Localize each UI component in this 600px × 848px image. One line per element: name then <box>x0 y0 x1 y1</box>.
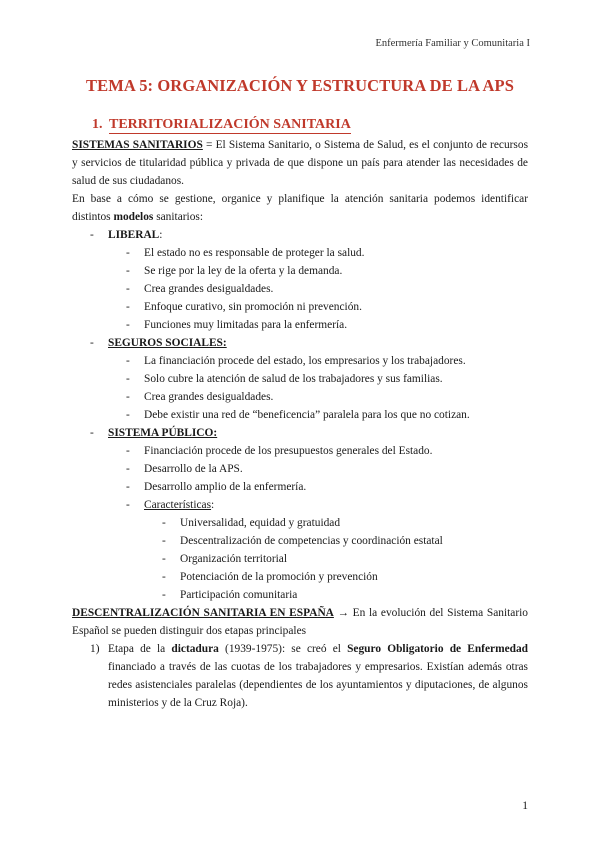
dash: - <box>126 463 130 475</box>
list-item-text: Potenciación de la promoción y prevención <box>180 571 378 583</box>
list-item-text: Debe existir una red de “beneficencia” paralela para los que no cotizan. <box>144 409 470 421</box>
list-item <box>72 388 528 406</box>
dash: - <box>162 553 166 565</box>
list-item-text: Funciones muy limitadas para la enfermería. <box>144 319 348 331</box>
list-item-text: Organización territorial <box>180 553 288 565</box>
characteristics-label: Características <box>144 499 212 511</box>
list-item-text: Enfoque curativo, sin promoción ni prevención. <box>144 301 362 313</box>
list-item-text: Universalidad, equidad y gratuidad <box>180 517 341 529</box>
dash: - <box>126 319 130 331</box>
list-item <box>72 352 528 370</box>
models-list <box>72 226 528 244</box>
list-item <box>72 280 528 298</box>
list-item-text: Se rige por la ley de la oferta y la demanda. <box>144 265 343 277</box>
list-item <box>72 460 528 478</box>
dash: - <box>90 229 94 241</box>
section-number: 1. <box>92 117 103 132</box>
stage-text: Etapa de la <box>108 643 172 655</box>
model-sistema-publico <box>72 424 528 442</box>
list-item <box>72 244 528 262</box>
list-item <box>72 514 528 532</box>
decentralization-heading: DESCENTRALIZACIÓN SANITARIA EN ESPAÑA <box>72 607 334 619</box>
dash: - <box>126 301 130 313</box>
list-item <box>72 478 528 496</box>
decentralization-paragraph <box>72 604 528 640</box>
model-publico-items <box>72 442 528 514</box>
dash: - <box>126 265 130 277</box>
list-item <box>72 370 528 388</box>
list-item-text: Crea grandes desigualdades. <box>144 391 274 403</box>
list-item <box>72 406 528 424</box>
stage-text: financiado a través de las cuotas de los trabajadores y empresarios. Existían además otras redes asistenciales paralelas (dependientes de los ayuntamientos y diputaciones, de algunos ministerios y de la Cruz Roja). <box>108 661 528 709</box>
document-body <box>72 136 528 712</box>
dash: - <box>162 589 166 601</box>
dash: - <box>162 535 166 547</box>
list-item <box>72 442 528 460</box>
list-item <box>72 568 528 586</box>
section-heading <box>92 117 351 133</box>
dash: - <box>126 499 130 511</box>
dash: - <box>126 481 130 493</box>
list-item <box>72 262 528 280</box>
characteristics-suffix: : <box>211 499 215 511</box>
model-liberal-items <box>72 244 528 334</box>
list-item-characteristics <box>72 496 528 514</box>
list-item <box>72 532 528 550</box>
decentralization-text: En la evolución del Sistema Sanitario Español se pueden distinguir dos etapas principales <box>72 607 528 637</box>
intro-eq: = <box>202 139 216 151</box>
stage-bold: Seguro Obligatorio de Enfermedad <box>347 643 529 655</box>
stage-bold: dictadura <box>171 643 219 655</box>
list-item-text: Financiación procede de los presupuestos generales del Estado. <box>144 445 433 457</box>
dash: - <box>126 391 130 403</box>
model-suffix: : <box>159 229 163 241</box>
dash: - <box>90 337 94 349</box>
model-liberal <box>72 226 528 244</box>
dash: - <box>162 517 166 529</box>
list-item-text: Desarrollo amplio de la enfermería. <box>144 481 307 493</box>
dash: - <box>126 247 130 259</box>
list-item-text: Participación comunitaria <box>180 589 298 601</box>
list-item-text: Solo cubre la atención de salud de los trabajadores y sus familias. <box>144 373 443 385</box>
models-intro-text: En base a cómo se gestione, organice y planifique la atención sanitaria podemos identificar distintos <box>72 193 528 223</box>
intro-paragraph <box>72 136 528 190</box>
list-item-text: El estado no es responsable de proteger la salud. <box>144 247 365 259</box>
list-item-text: Descentralización de competencias y coordinación estatal <box>180 535 443 547</box>
stages-list <box>72 640 528 712</box>
dash: - <box>90 427 94 439</box>
stage-item <box>72 640 528 712</box>
model-name: SEGUROS SOCIALES: <box>108 337 227 349</box>
page-title: TEMA 5: ORGANIZACIÓN Y ESTRUCTURA DE LA APS <box>85 76 514 95</box>
dash: - <box>162 571 166 583</box>
intro-definition: El Sistema Sanitario, o Sistema de Salud, es el conjunto de recursos y servicios de titularidad pública y privada de que dispone un país para atender las necesidades de salud de sus ciudadanos. <box>72 139 528 187</box>
section-title: TERRITORIALIZACIÓN SANITARIA <box>109 117 351 132</box>
dash: - <box>126 355 130 367</box>
list-item <box>72 550 528 568</box>
dash: - <box>126 445 130 457</box>
model-name: SISTEMA PÚBLICO: <box>108 427 218 439</box>
models-intro-end: sanitarios: <box>153 211 204 223</box>
list-item <box>72 586 528 604</box>
models-list <box>72 424 528 442</box>
stage-text: (1939-1975): se creó el <box>218 643 348 655</box>
models-list <box>72 334 528 352</box>
intro-term: SISTEMAS SANITARIOS <box>72 139 203 151</box>
list-item-text: Desarrollo de la APS. <box>144 463 243 475</box>
arrow-icon: → <box>333 607 353 619</box>
models-intro-bold: modelos <box>113 211 154 223</box>
dash: - <box>126 283 130 295</box>
dash: - <box>126 373 130 385</box>
model-seguros-sociales <box>72 334 528 352</box>
list-item-text: La financiación procede del estado, los empresarios y los trabajadores. <box>144 355 466 367</box>
models-intro-paragraph <box>72 190 528 226</box>
dash: - <box>126 409 130 421</box>
model-name: LIBERAL <box>108 229 160 241</box>
list-item <box>72 298 528 316</box>
list-item-text: Crea grandes desigualdades. <box>144 283 274 295</box>
page-number: 1 <box>522 800 528 812</box>
characteristics-list <box>72 514 528 604</box>
list-item <box>72 316 528 334</box>
model-seguros-items <box>72 352 528 424</box>
stage-number: 1) <box>90 643 100 655</box>
running-header: Enfermería Familiar y Comunitaria I <box>375 38 530 49</box>
